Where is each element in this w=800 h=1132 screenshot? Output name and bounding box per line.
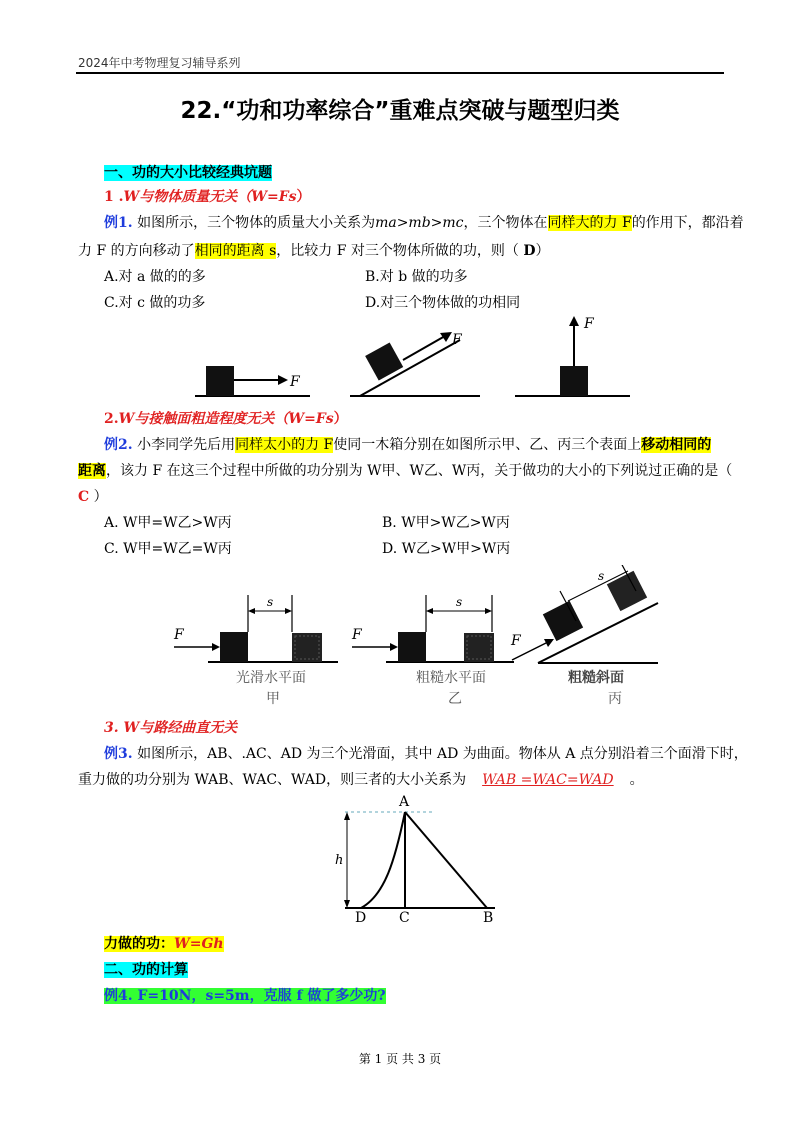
svg-text:F: F	[174, 627, 184, 643]
example1-line1: 例1. 如图所示，三个物体的质量大小关系为ma>mb>mc，三个物体在同样大的力 F的作用下，都沿着	[104, 215, 744, 231]
figure1-force-label-3: F	[584, 316, 594, 332]
example2-option-c: C. W甲=W乙=W丙	[104, 541, 232, 557]
sublabel-bing: 丙	[608, 691, 622, 707]
page-footer: 第 1 页 共 3 页	[358, 1052, 442, 1066]
point3-heading: 3. W与路经曲直无关	[104, 720, 238, 736]
page-title: 22.“功和功率综合”重难点突破与题型归类	[180, 98, 620, 124]
svg-text:F: F	[352, 627, 362, 643]
example3-line2: 重力做的功分别为 WAB、WAC、WAD，则三者的大小关系为 WAB =WAC=WAD 。	[78, 772, 644, 788]
point-B: B	[483, 910, 494, 922]
sublabel-jia: 甲	[266, 691, 280, 707]
example2-option-b: B. W甲>W乙>W丙	[382, 515, 510, 531]
figure1-force-label-2: F	[452, 332, 462, 348]
example1-line2: 力 F 的方向移动了相同的距离 s，比较力 F 对三个物体所做的功，则（ D）	[78, 243, 550, 259]
point1-heading: 1 .W与物体质量无关（W=Fs）	[104, 189, 311, 205]
svg-text:s: s	[456, 595, 463, 609]
example1-option-b: B.对 b 做的功多	[365, 269, 468, 285]
example2-option-a: A. W甲=W乙>W丙	[104, 515, 232, 531]
example2-option-d: D. W乙>W甲>W丙	[382, 541, 511, 557]
caption-jia: 光滑水平面	[236, 670, 306, 686]
example1-option-c: C.对 c 做的功多	[104, 295, 206, 311]
section2-heading: 二、功的计算	[104, 962, 188, 978]
example1-option-a: A.对 a 做的的多	[104, 269, 206, 285]
example3-line1: 例3. 如图所示，AB、.AC、AD 为三个光滑面，其中 AD 为曲面。物体从 A 点分别沿着三个面滑下时，	[104, 746, 748, 762]
figure1-force-label: F	[290, 374, 300, 390]
sublabel-yi: 乙	[448, 691, 462, 707]
header-rule	[76, 72, 724, 74]
point-D: D	[355, 910, 367, 922]
example2-line1: 例2. 小李同学先后用同样太小的力 F使同一木箱分别在如图所示甲、乙、丙三个表面上移动相同的	[104, 437, 712, 453]
example1-option-d: D.对三个物体做的功相同	[365, 295, 521, 311]
caption-bing: 粗糙斜面	[568, 670, 624, 686]
point-C: C	[399, 910, 410, 922]
point-A: A	[399, 794, 410, 810]
point2-heading: 2.W与接触面粗造程度无关（W=Fs）	[104, 411, 348, 427]
header-series: 2024年中考物理复习辅导系列	[78, 56, 241, 70]
caption-yi: 粗糙水平面	[416, 670, 486, 686]
gravity-line: 力做的功：W=Gh	[104, 936, 224, 952]
example4-line: 例4. F=10N，s=5m，克服 f 做了多少功?	[104, 988, 386, 1004]
example3-figure	[325, 790, 505, 922]
example2-line3: C ）	[78, 489, 108, 505]
svg-text:s: s	[267, 595, 274, 609]
svg-text:F: F	[511, 633, 521, 649]
section1-heading: 一、功的大小比较经典坑题	[104, 165, 272, 181]
example1-figure	[190, 310, 640, 400]
svg-text:h: h	[335, 853, 344, 868]
svg-text:s: s	[598, 569, 605, 583]
example2-line2: 距离，该力 F 在这三个过程中所做的功分别为 W甲、W乙、W丙，关于做功的大小的下列说过正确的是（	[78, 463, 733, 479]
example2-figure	[168, 565, 668, 715]
